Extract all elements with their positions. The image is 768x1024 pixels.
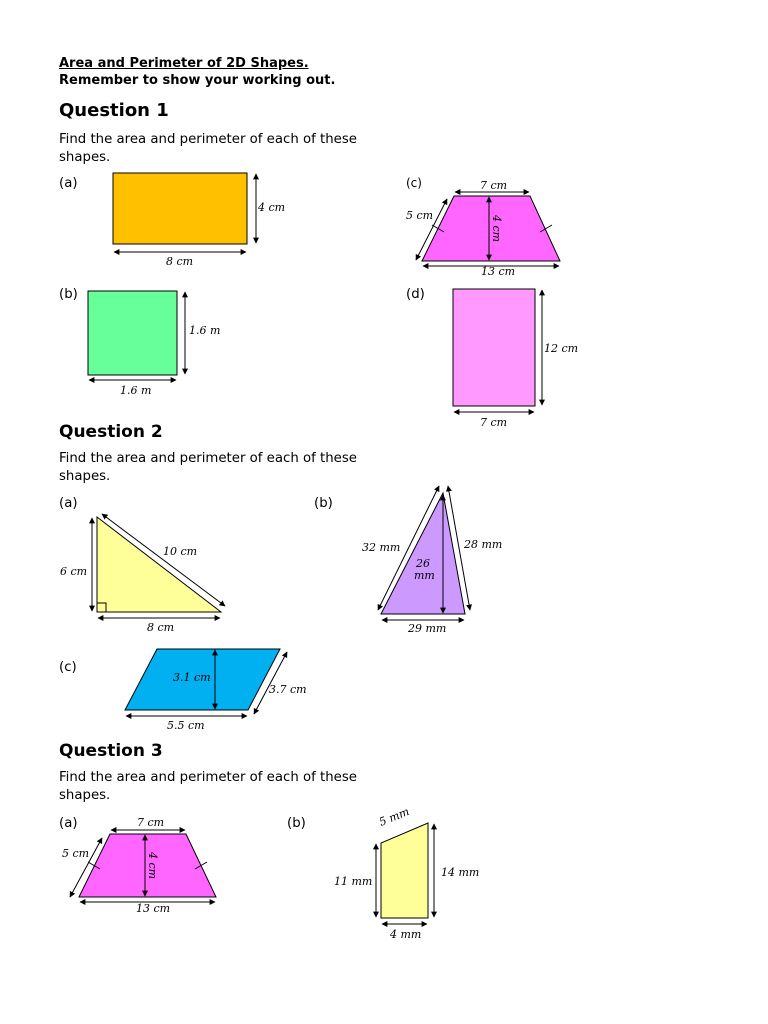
q1b-label: (b) (59, 287, 78, 302)
q1d-label: (d) (406, 287, 425, 302)
q2c-figure (125, 649, 307, 732)
q3a-top-text: 7 cm (137, 816, 165, 829)
q3a-figure (62, 816, 216, 915)
q2-instruction: Find the area and perimeter of each of these shapes. (59, 451, 357, 484)
q2b-label: (b) (314, 496, 333, 511)
q3b-left-text: 11 mm (334, 875, 373, 888)
q2c-base-text: 5.5 cm (167, 719, 205, 732)
q3b-figure (334, 805, 479, 941)
q1b-width-text: 1.6 m (120, 384, 152, 397)
q2b-right-text: 28 mm (464, 538, 503, 551)
q3a-slant-text: 5 cm (62, 847, 90, 860)
q2c-slant-text: 3.7 cm (269, 683, 307, 696)
q1b-height-text: 1.6 m (189, 324, 221, 337)
q1-instruction: Find the area and perimeter of each of these shapes. (59, 132, 357, 165)
q2a-hyp-text: 10 cm (163, 545, 198, 558)
q1d-width-text: 7 cm (480, 416, 508, 429)
q2a-base-text: 8 cm (147, 621, 175, 634)
q2b-figure (362, 486, 502, 635)
q2a-figure (60, 514, 225, 634)
worksheet-title: Area and Perimeter of 2D Shapes. (59, 56, 309, 71)
q1b-square (88, 291, 177, 375)
q2b-height-text-2: mm (414, 569, 435, 582)
q3a-label: (a) (59, 816, 78, 831)
q2c-label: (c) (59, 660, 77, 675)
q1c-height-text: 4 cm (490, 215, 503, 243)
q1c-figure (406, 179, 560, 278)
q1c-bottom-text: 13 cm (481, 265, 516, 278)
q1-title: Question 1 (59, 100, 169, 121)
q1c-label: (c) (406, 176, 422, 190)
q1a-label: (a) (59, 176, 78, 191)
q3-instruction: Find the area and perimeter of each of these shapes. (59, 770, 357, 803)
q2b-base-text: 29 mm (408, 622, 447, 635)
q2a-triangle (97, 517, 221, 612)
q3-title: Question 3 (59, 741, 163, 761)
q3b-trapezoid (381, 823, 428, 918)
q1a-height-text: 4 cm (258, 201, 286, 214)
q3b-top-text: 5 mm (377, 804, 412, 829)
q2a-label: (a) (59, 496, 78, 511)
q1a-rectangle (113, 173, 247, 244)
q1d-figure (453, 289, 578, 429)
q3a-height-text: 4 cm (146, 852, 159, 880)
q1d-rectangle (453, 289, 535, 406)
q2-title: Question 2 (59, 422, 163, 442)
q2c-height-text: 3.1 cm (173, 671, 211, 684)
q2b-left-text: 32 mm (362, 541, 401, 554)
q3b-label: (b) (287, 816, 306, 831)
q2a-height-text: 6 cm (60, 565, 88, 578)
q2b-height-text-1: 26 (416, 557, 430, 570)
worksheet-subtitle: Remember to show your working out. (59, 73, 336, 88)
q3b-right-text: 14 mm (441, 866, 480, 879)
q1a-figure (113, 173, 285, 268)
q3a-bottom-text: 13 cm (136, 902, 171, 915)
q1d-height-text: 12 cm (544, 342, 579, 355)
q3b-bottom-text: 4 mm (390, 928, 422, 941)
q1a-width-text: 8 cm (166, 255, 194, 268)
q1c-slant-text: 5 cm (406, 209, 434, 222)
q1c-top-text: 7 cm (480, 179, 508, 192)
q1b-figure (88, 291, 220, 397)
